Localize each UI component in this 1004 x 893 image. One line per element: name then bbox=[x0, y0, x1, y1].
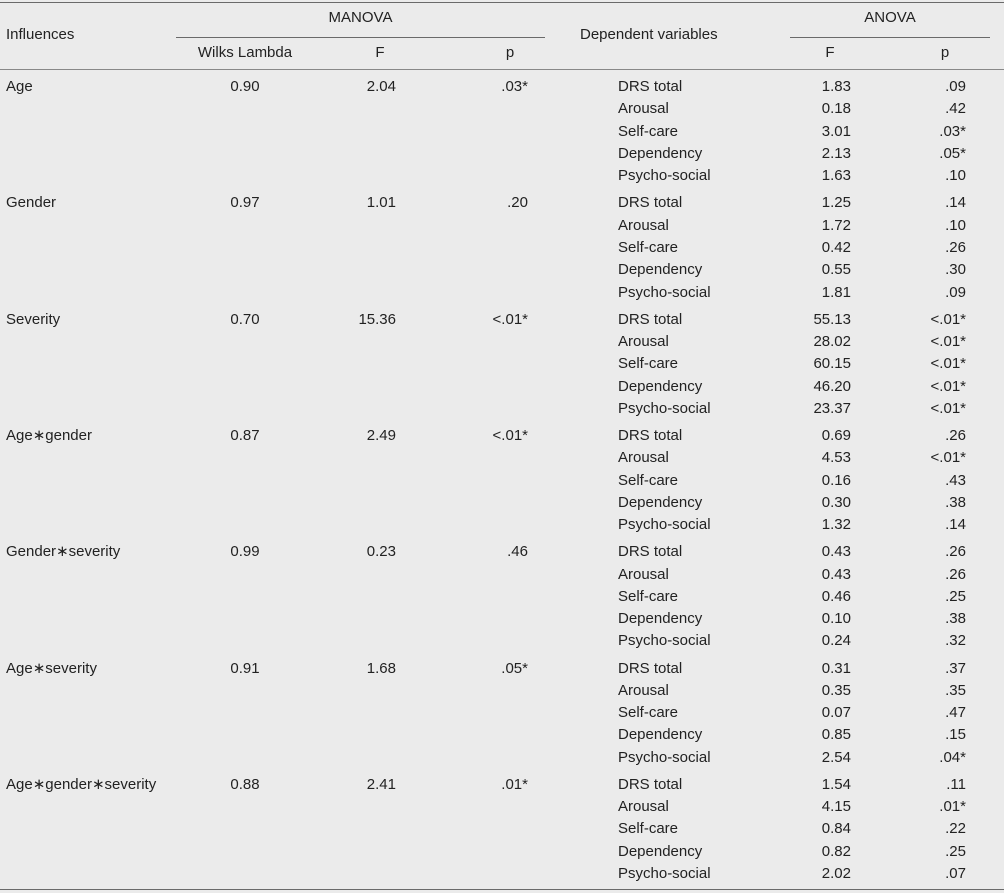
dependent-variable-label: Arousal bbox=[618, 332, 669, 350]
anova-p-value: .26 bbox=[945, 565, 966, 583]
dependent-variable-label: Arousal bbox=[618, 681, 669, 699]
influence-label: Gender∗severity bbox=[6, 543, 121, 561]
anova-f-value: 0.82 bbox=[821, 842, 851, 860]
anova-p-value: .15 bbox=[945, 726, 966, 744]
dependent-variable-label: DRS total bbox=[618, 775, 683, 793]
wilks-lambda-value: 0.91 bbox=[230, 659, 260, 677]
anova-f-value: 2.13 bbox=[821, 144, 851, 162]
anova-p-value: .09 bbox=[945, 283, 966, 301]
anova-f-value: 0.10 bbox=[821, 610, 851, 628]
influence-label: Gender bbox=[6, 194, 57, 212]
header-manova-f: F bbox=[375, 44, 385, 61]
anova-p-value: .04* bbox=[939, 748, 966, 766]
anova-f-value: 3.01 bbox=[821, 122, 851, 140]
anova-f-value: 2.54 bbox=[821, 748, 851, 766]
dependent-variable-label: Self-care bbox=[618, 471, 679, 489]
top-rule bbox=[0, 2, 1004, 3]
anova-f-value: 1.54 bbox=[821, 775, 851, 793]
anova-p-value: .47 bbox=[945, 704, 966, 722]
dependent-variable-label: Arousal bbox=[618, 449, 669, 467]
dependent-variable-label: Self-care bbox=[618, 704, 679, 722]
dependent-variable-label: DRS total bbox=[618, 543, 683, 561]
anova-p-value: <.01* bbox=[930, 449, 966, 467]
dependent-variable-label: DRS total bbox=[618, 310, 683, 328]
anova-p-value: .35 bbox=[945, 681, 966, 699]
wilks-lambda-value: 0.99 bbox=[230, 543, 260, 561]
dependent-variable-label: Arousal bbox=[618, 100, 669, 118]
anova-f-value: 0.55 bbox=[821, 261, 851, 279]
dependent-variable-label: Psycho-social bbox=[618, 865, 711, 882]
anova-p-value: .10 bbox=[945, 216, 966, 234]
anova-p-value: .26 bbox=[945, 543, 966, 561]
dependent-variable-label: Self-care bbox=[618, 355, 679, 373]
dependent-variable-label: Dependency bbox=[618, 493, 703, 511]
anova-f-value: 55.13 bbox=[813, 310, 851, 328]
wilks-lambda-value: 0.90 bbox=[230, 78, 260, 95]
anova-p-value: .22 bbox=[945, 820, 966, 838]
anova-f-value: 1.81 bbox=[821, 283, 851, 301]
dependent-variable-label: Self-care bbox=[618, 122, 679, 140]
dependent-variable-label: Self-care bbox=[618, 587, 679, 605]
anova-f-value: 0.18 bbox=[821, 100, 851, 118]
anova-f-value: 23.37 bbox=[813, 399, 851, 417]
anova-p-value: .26 bbox=[945, 426, 966, 444]
dependent-variable-label: DRS total bbox=[618, 659, 683, 677]
anova-p-value: .37 bbox=[945, 659, 966, 677]
dependent-variable-label: DRS total bbox=[618, 426, 683, 444]
header-wilks-lambda: Wilks Lambda bbox=[197, 44, 293, 61]
anova-f-value: 0.24 bbox=[821, 632, 851, 650]
anova-f-value: 46.20 bbox=[813, 377, 851, 395]
anova-f-value: 1.63 bbox=[821, 167, 851, 185]
anova-p-value: .14 bbox=[945, 194, 966, 212]
anova-p-value: .05* bbox=[939, 144, 966, 162]
wilks-lambda-value: 0.97 bbox=[230, 194, 260, 212]
anova-f-value: 28.02 bbox=[813, 332, 851, 350]
influence-label: Age∗severity bbox=[6, 659, 97, 677]
anova-p-value: .03* bbox=[939, 122, 966, 140]
manova-p-value: .20 bbox=[507, 194, 528, 212]
anova-p-value: .07 bbox=[945, 865, 966, 882]
anova-f-value: 1.83 bbox=[821, 78, 851, 95]
wilks-lambda-value: 0.70 bbox=[230, 310, 260, 328]
anova-f-value: 1.32 bbox=[821, 516, 851, 534]
anova-f-value: 0.31 bbox=[821, 659, 851, 677]
anova-p-value: <.01* bbox=[930, 399, 966, 417]
anova-p-value: .09 bbox=[945, 78, 966, 95]
dependent-variable-label: Psycho-social bbox=[618, 399, 711, 417]
anova-f-value: 4.53 bbox=[821, 449, 851, 467]
header-dependent-variables: Dependent variables bbox=[580, 26, 718, 43]
anova-f-value: 0.69 bbox=[821, 426, 851, 444]
anova-f-value: 1.72 bbox=[821, 216, 851, 234]
manova-f-value: 15.36 bbox=[358, 310, 396, 328]
anova-p-value: .43 bbox=[945, 471, 966, 489]
anova-f-value: 0.43 bbox=[821, 565, 851, 583]
dependent-variable-label: Arousal bbox=[618, 565, 669, 583]
manova-f-value: 1.01 bbox=[366, 194, 396, 212]
anova-f-value: 0.07 bbox=[821, 704, 851, 722]
manova-f-value: 2.49 bbox=[366, 426, 396, 444]
anova-p-value: .32 bbox=[945, 632, 966, 650]
anova-f-value: 60.15 bbox=[813, 355, 851, 373]
header-influences: Influences bbox=[6, 26, 75, 43]
influence-label: Age bbox=[6, 78, 33, 95]
influence-label: Age∗gender bbox=[6, 426, 92, 444]
header-manova-p: p bbox=[505, 44, 515, 61]
manova-p-value: <.01* bbox=[492, 426, 528, 444]
dependent-variable-label: DRS total bbox=[618, 194, 683, 212]
dependent-variable-label: Arousal bbox=[618, 798, 669, 816]
anova-p-value: <.01* bbox=[930, 355, 966, 373]
header-manova: MANOVA bbox=[328, 9, 393, 26]
influence-label: Severity bbox=[6, 310, 61, 328]
anova-f-value: 0.42 bbox=[821, 238, 851, 256]
manova-p-value: .05* bbox=[501, 659, 528, 677]
anova-p-value: .10 bbox=[945, 167, 966, 185]
wilks-lambda-value: 0.88 bbox=[230, 775, 260, 793]
anova-p-value: .26 bbox=[945, 238, 966, 256]
manova-p-value: .01* bbox=[501, 775, 528, 793]
manova-f-value: 0.23 bbox=[366, 543, 396, 561]
dependent-variable-label: Dependency bbox=[618, 842, 703, 860]
header-anova: ANOVA bbox=[864, 9, 916, 26]
wilks-lambda-value: 0.87 bbox=[230, 426, 260, 444]
anova-p-value: .38 bbox=[945, 610, 966, 628]
anova-p-value: .01* bbox=[939, 798, 966, 816]
anova-f-value: 0.30 bbox=[821, 493, 851, 511]
anova-f-value: 0.43 bbox=[821, 543, 851, 561]
anova-f-value: 0.35 bbox=[821, 681, 851, 699]
dependent-variable-label: Arousal bbox=[618, 216, 669, 234]
manova-p-value: .03* bbox=[501, 78, 528, 95]
manova-p-value: .46 bbox=[507, 543, 528, 561]
influence-label: Age∗gender∗severity bbox=[6, 775, 157, 793]
anova-f-value: 0.16 bbox=[821, 471, 851, 489]
dependent-variable-label: Psycho-social bbox=[618, 283, 711, 301]
header-bottom-rule bbox=[0, 69, 1004, 70]
dependent-variable-label: Dependency bbox=[618, 261, 703, 279]
anova-p-value: .30 bbox=[945, 261, 966, 279]
dependent-variable-label: Self-care bbox=[618, 820, 679, 838]
anova-p-value: <.01* bbox=[930, 310, 966, 328]
dependent-variable-label: DRS total bbox=[618, 78, 683, 95]
dependent-variable-label: Dependency bbox=[618, 144, 703, 162]
anova-f-value: 4.15 bbox=[821, 798, 851, 816]
dependent-variable-label: Dependency bbox=[618, 610, 703, 628]
dependent-variable-label: Dependency bbox=[618, 377, 703, 395]
anova-p-value: .42 bbox=[945, 100, 966, 118]
anova-f-value: 0.84 bbox=[821, 820, 851, 838]
anova-f-value: 0.46 bbox=[821, 587, 851, 605]
anova-f-value: 2.02 bbox=[821, 865, 851, 882]
anova-p-value: <.01* bbox=[930, 332, 966, 350]
manova-f-value: 2.04 bbox=[366, 78, 396, 95]
header-anova-p: p bbox=[940, 44, 950, 61]
manova-f-value: 1.68 bbox=[366, 659, 396, 677]
anova-underline bbox=[790, 37, 990, 38]
anova-f-value: 1.25 bbox=[821, 194, 851, 212]
dependent-variable-label: Self-care bbox=[618, 238, 679, 256]
manova-f-value: 2.41 bbox=[366, 775, 396, 793]
dependent-variable-label: Dependency bbox=[618, 726, 703, 744]
anova-p-value: .38 bbox=[945, 493, 966, 511]
manova-underline bbox=[176, 37, 545, 38]
anova-p-value: .25 bbox=[945, 587, 966, 605]
anova-p-value: .25 bbox=[945, 842, 966, 860]
dependent-variable-label: Psycho-social bbox=[618, 748, 711, 766]
anova-p-value: .14 bbox=[945, 516, 966, 534]
manova-p-value: <.01* bbox=[492, 310, 528, 328]
dependent-variable-label: Psycho-social bbox=[618, 516, 711, 534]
dependent-variable-label: Psycho-social bbox=[618, 632, 711, 650]
anova-p-value: <.01* bbox=[930, 377, 966, 395]
anova-p-value: .11 bbox=[946, 775, 966, 793]
bottom-rule bbox=[0, 889, 1004, 890]
dependent-variable-label: Psycho-social bbox=[618, 167, 711, 185]
anova-f-value: 0.85 bbox=[821, 726, 851, 744]
header-anova-f: F bbox=[825, 44, 835, 61]
